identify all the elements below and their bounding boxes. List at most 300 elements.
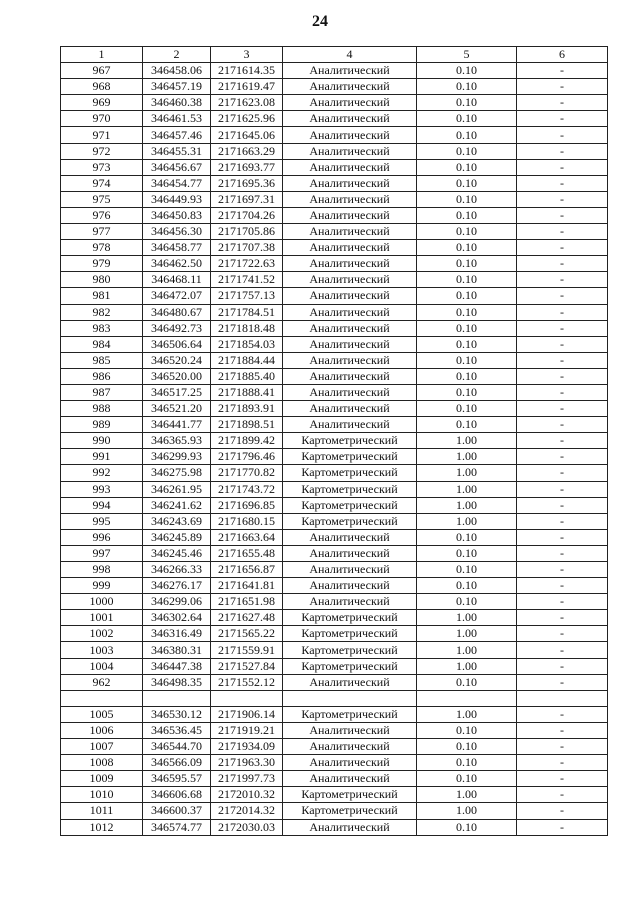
table-cell: Картометрический: [283, 449, 417, 465]
table-cell: Аналитический: [283, 529, 417, 545]
table-row: [61, 143, 608, 159]
table-cell: Аналитический: [283, 207, 417, 223]
table-cell: 1012: [61, 819, 143, 835]
table-cell: 346595.57: [143, 771, 211, 787]
table-cell: 1003: [61, 642, 143, 658]
table-row: [61, 336, 608, 352]
table-row: [61, 465, 608, 481]
table-cell: 977: [61, 224, 143, 240]
table-cell: -: [517, 674, 608, 690]
table-cell: -: [517, 175, 608, 191]
table-cell: 2171963.30: [211, 755, 283, 771]
table-cell: 0.10: [417, 175, 517, 191]
table-cell: -: [517, 771, 608, 787]
page-number: 24: [312, 13, 328, 30]
table-cell: 346521.20: [143, 401, 211, 417]
table-cell: 1002: [61, 626, 143, 642]
table-cell: -: [517, 481, 608, 497]
table-cell: 993: [61, 481, 143, 497]
table-row: [61, 304, 608, 320]
table-cell: -: [517, 384, 608, 400]
table-cell: 2171707.38: [211, 240, 283, 256]
table-cell: 968: [61, 79, 143, 95]
table-cell: 982: [61, 304, 143, 320]
table-cell: 2171796.46: [211, 449, 283, 465]
table-cell: 346276.17: [143, 578, 211, 594]
table-cell: -: [517, 159, 608, 175]
table-row: [61, 481, 608, 497]
table-cell: 2171614.35: [211, 63, 283, 79]
table-row: [61, 127, 608, 143]
table-cell: 991: [61, 449, 143, 465]
table-cell: 1005: [61, 706, 143, 722]
table-cell: Аналитический: [283, 63, 417, 79]
table-cell: -: [517, 803, 608, 819]
table-cell: 0.10: [417, 95, 517, 111]
table-cell: 346520.24: [143, 352, 211, 368]
column-header: 4: [283, 47, 417, 63]
table-cell: 981: [61, 288, 143, 304]
table-cell: 346441.77: [143, 417, 211, 433]
table-cell: 0.10: [417, 288, 517, 304]
table-cell: -: [517, 706, 608, 722]
table-cell: 2171619.47: [211, 79, 283, 95]
table-cell: Аналитический: [283, 127, 417, 143]
table-row: [61, 288, 608, 304]
table-cell: 978: [61, 240, 143, 256]
table-cell: 2171885.40: [211, 368, 283, 384]
table-row: [61, 658, 608, 674]
table-cell: 346492.73: [143, 320, 211, 336]
table-row: [61, 578, 608, 594]
table-cell: 1.00: [417, 803, 517, 819]
table-cell: -: [517, 352, 608, 368]
table-cell: 346241.62: [143, 497, 211, 513]
table-row: [61, 819, 608, 835]
table-cell: Аналитический: [283, 545, 417, 561]
table-cell: -: [517, 497, 608, 513]
table-row: [61, 256, 608, 272]
table-cell: 2171741.52: [211, 272, 283, 288]
table-cell: Аналитический: [283, 401, 417, 417]
table-cell: 976: [61, 207, 143, 223]
table-row: [61, 352, 608, 368]
table-cell: 346472.07: [143, 288, 211, 304]
table-cell: 346299.06: [143, 594, 211, 610]
table-cell: 2171906.14: [211, 706, 283, 722]
table-cell: -: [517, 143, 608, 159]
table-cell: 346456.30: [143, 224, 211, 240]
table-cell: 0.10: [417, 739, 517, 755]
table-cell: 2171899.42: [211, 433, 283, 449]
table-cell: Аналитический: [283, 739, 417, 755]
table-cell: -: [517, 111, 608, 127]
table-row: [61, 384, 608, 400]
table-row: [61, 642, 608, 658]
table-cell: Аналитический: [283, 191, 417, 207]
table-cell: Аналитический: [283, 175, 417, 191]
table-cell: 2171627.48: [211, 610, 283, 626]
table-cell: Картометрический: [283, 706, 417, 722]
table-cell: 0.10: [417, 191, 517, 207]
table-cell: 0.10: [417, 368, 517, 384]
table-cell: Картометрический: [283, 626, 417, 642]
table-cell: 346380.31: [143, 642, 211, 658]
table-cell: -: [517, 626, 608, 642]
table-cell: 995: [61, 513, 143, 529]
table-cell: Аналитический: [283, 417, 417, 433]
table-cell: -: [517, 433, 608, 449]
table-cell: 2171693.77: [211, 159, 283, 175]
table-cell: Аналитический: [283, 562, 417, 578]
table-cell: 0.10: [417, 111, 517, 127]
table-cell: 346261.95: [143, 481, 211, 497]
table-cell: 346506.64: [143, 336, 211, 352]
table-cell: 998: [61, 562, 143, 578]
table-cell: -: [517, 594, 608, 610]
table-cell: 994: [61, 497, 143, 513]
column-header: 1: [61, 47, 143, 63]
table-cell: Аналитический: [283, 320, 417, 336]
table-cell: 1001: [61, 610, 143, 626]
table-cell: Аналитический: [283, 159, 417, 175]
table-cell: 0.10: [417, 256, 517, 272]
table-cell: 985: [61, 352, 143, 368]
table-cell: -: [517, 224, 608, 240]
table-cell: [61, 690, 143, 706]
table-cell: -: [517, 401, 608, 417]
table-cell: 2171663.29: [211, 143, 283, 159]
coordinates-table: [60, 46, 608, 836]
table-row: [61, 79, 608, 95]
table-cell: 2171697.31: [211, 191, 283, 207]
table-cell: Аналитический: [283, 288, 417, 304]
table-cell: -: [517, 127, 608, 143]
table-cell: 2171888.41: [211, 384, 283, 400]
table-cell: 983: [61, 320, 143, 336]
table-cell: 973: [61, 159, 143, 175]
table-cell: 346498.35: [143, 674, 211, 690]
table-cell: -: [517, 610, 608, 626]
table-cell: Аналитический: [283, 352, 417, 368]
table-cell: 0.10: [417, 384, 517, 400]
table-row: [61, 594, 608, 610]
table-cell: 0.10: [417, 674, 517, 690]
table-cell: 0.10: [417, 320, 517, 336]
table-cell: 1.00: [417, 610, 517, 626]
table-cell: [517, 690, 608, 706]
table-cell: 2171623.08: [211, 95, 283, 111]
table-cell: 986: [61, 368, 143, 384]
table-cell: [283, 690, 417, 706]
table-cell: 0.10: [417, 127, 517, 143]
table-cell: 2172030.03: [211, 819, 283, 835]
table-cell: 346449.93: [143, 191, 211, 207]
table-row: [61, 433, 608, 449]
table-cell: 346299.93: [143, 449, 211, 465]
table-row: [61, 755, 608, 771]
table-cell: 346457.46: [143, 127, 211, 143]
table-cell: 0.10: [417, 545, 517, 561]
table-cell: 346517.25: [143, 384, 211, 400]
table-cell: 1.00: [417, 433, 517, 449]
table-cell: Аналитический: [283, 755, 417, 771]
table-row: [61, 159, 608, 175]
table-cell: 346450.83: [143, 207, 211, 223]
table-cell: Картометрический: [283, 610, 417, 626]
table-row: [61, 497, 608, 513]
table-cell: -: [517, 288, 608, 304]
table-cell: 2171695.36: [211, 175, 283, 191]
table-cell: 346454.77: [143, 175, 211, 191]
table-row: [61, 610, 608, 626]
table-row: [61, 722, 608, 738]
table-cell: Аналитический: [283, 240, 417, 256]
table-cell: -: [517, 304, 608, 320]
table-cell: 0.10: [417, 594, 517, 610]
table-cell: 346544.70: [143, 739, 211, 755]
table-cell: 2171641.81: [211, 578, 283, 594]
table-cell: 2171704.26: [211, 207, 283, 223]
table-row: [61, 449, 608, 465]
table-cell: 990: [61, 433, 143, 449]
table-cell: 1009: [61, 771, 143, 787]
table-cell: [143, 690, 211, 706]
table-cell: 2171818.48: [211, 320, 283, 336]
table-header-row: [61, 47, 608, 63]
table-cell: -: [517, 819, 608, 835]
table-cell: Аналитический: [283, 336, 417, 352]
table-row: [61, 272, 608, 288]
table-cell: 346460.38: [143, 95, 211, 111]
table-row: [61, 175, 608, 191]
table-cell: 2171552.12: [211, 674, 283, 690]
table-cell: 0.10: [417, 272, 517, 288]
table-row: [61, 191, 608, 207]
table-cell: [211, 690, 283, 706]
table-cell: Аналитический: [283, 578, 417, 594]
table-cell: 0.10: [417, 159, 517, 175]
table-cell: -: [517, 240, 608, 256]
table-cell: 346574.77: [143, 819, 211, 835]
table-cell: 2171705.86: [211, 224, 283, 240]
table-cell: 971: [61, 127, 143, 143]
table-cell: 346462.50: [143, 256, 211, 272]
table-cell: 346566.09: [143, 755, 211, 771]
table-cell: Аналитический: [283, 111, 417, 127]
table-cell: 2171655.48: [211, 545, 283, 561]
table-cell: 346606.68: [143, 787, 211, 803]
table-row: [61, 626, 608, 642]
table-cell: 2171997.73: [211, 771, 283, 787]
table-cell: 972: [61, 143, 143, 159]
table-cell: 346243.69: [143, 513, 211, 529]
table-cell: -: [517, 465, 608, 481]
table-cell: -: [517, 513, 608, 529]
table-cell: 346458.77: [143, 240, 211, 256]
table-cell: Аналитический: [283, 674, 417, 690]
table-row: [61, 320, 608, 336]
table-row: [61, 417, 608, 433]
table-cell: 1.00: [417, 465, 517, 481]
table-cell: 1.00: [417, 706, 517, 722]
table-cell: 2171625.96: [211, 111, 283, 127]
table-cell: 1011: [61, 803, 143, 819]
table-cell: 0.10: [417, 336, 517, 352]
table-row: [61, 240, 608, 256]
table-cell: 346266.33: [143, 562, 211, 578]
table-cell: 346455.31: [143, 143, 211, 159]
table-cell: Аналитический: [283, 272, 417, 288]
table-cell: 346520.00: [143, 368, 211, 384]
table-cell: Аналитический: [283, 224, 417, 240]
table-cell: 2171898.51: [211, 417, 283, 433]
table-cell: -: [517, 368, 608, 384]
table-cell: 0.10: [417, 401, 517, 417]
table-cell: Картометрический: [283, 658, 417, 674]
table-row: [61, 771, 608, 787]
table-cell: 1010: [61, 787, 143, 803]
table-cell: 2171559.91: [211, 642, 283, 658]
table-row: [61, 562, 608, 578]
table-cell: 2171893.91: [211, 401, 283, 417]
table-cell: 975: [61, 191, 143, 207]
table-cell: 2171663.64: [211, 529, 283, 545]
table-cell: -: [517, 739, 608, 755]
table-cell: -: [517, 529, 608, 545]
table-cell: Картометрический: [283, 513, 417, 529]
table-cell: 989: [61, 417, 143, 433]
table-cell: 1.00: [417, 513, 517, 529]
table-cell: 992: [61, 465, 143, 481]
table-cell: 346447.38: [143, 658, 211, 674]
table-cell: -: [517, 272, 608, 288]
table-cell: Аналитический: [283, 368, 417, 384]
table-cell: 1007: [61, 739, 143, 755]
table-cell: Аналитический: [283, 95, 417, 111]
table-cell: Картометрический: [283, 497, 417, 513]
table-cell: 0.10: [417, 755, 517, 771]
table-cell: 999: [61, 578, 143, 594]
table-cell: 2171884.44: [211, 352, 283, 368]
table-row: [61, 513, 608, 529]
table-cell: -: [517, 79, 608, 95]
table-row: [61, 368, 608, 384]
table-cell: 984: [61, 336, 143, 352]
table-cell: 1006: [61, 722, 143, 738]
table-cell: -: [517, 658, 608, 674]
table-cell: 346536.45: [143, 722, 211, 738]
table-row: [61, 401, 608, 417]
table-cell: 0.10: [417, 304, 517, 320]
table-cell: Картометрический: [283, 481, 417, 497]
table-cell: 0.10: [417, 819, 517, 835]
table-cell: 1.00: [417, 658, 517, 674]
table-cell: Аналитический: [283, 594, 417, 610]
table-cell: [417, 690, 517, 706]
table-cell: -: [517, 320, 608, 336]
table-cell: 974: [61, 175, 143, 191]
table-cell: 970: [61, 111, 143, 127]
table-cell: 346458.06: [143, 63, 211, 79]
table-cell: 346461.53: [143, 111, 211, 127]
table-row: [61, 706, 608, 722]
table-cell: 0.10: [417, 771, 517, 787]
table-row: [61, 207, 608, 223]
table-cell: 0.10: [417, 207, 517, 223]
table-cell: 1.00: [417, 481, 517, 497]
table-cell: -: [517, 256, 608, 272]
table-cell: -: [517, 449, 608, 465]
table-cell: 1.00: [417, 626, 517, 642]
table-cell: -: [517, 578, 608, 594]
table-cell: 346245.89: [143, 529, 211, 545]
table-cell: 0.10: [417, 224, 517, 240]
table-cell: 2171854.03: [211, 336, 283, 352]
table-cell: 346530.12: [143, 706, 211, 722]
table-cell: 0.10: [417, 562, 517, 578]
table-cell: 979: [61, 256, 143, 272]
table-cell: 346480.67: [143, 304, 211, 320]
table-row: [61, 95, 608, 111]
table-cell: -: [517, 642, 608, 658]
table-cell: 2171757.13: [211, 288, 283, 304]
table-cell: 1004: [61, 658, 143, 674]
table-cell: 0.10: [417, 79, 517, 95]
table-cell: 2171696.85: [211, 497, 283, 513]
table-cell: -: [517, 95, 608, 111]
table-row: [61, 674, 608, 690]
table-cell: 1.00: [417, 449, 517, 465]
table-cell: 2171645.06: [211, 127, 283, 143]
table-cell: -: [517, 755, 608, 771]
table-cell: 346275.98: [143, 465, 211, 481]
table-cell: Картометрический: [283, 803, 417, 819]
table-cell: 987: [61, 384, 143, 400]
table-row: [61, 224, 608, 240]
table-cell: 988: [61, 401, 143, 417]
table-cell: 0.10: [417, 578, 517, 594]
table-cell: 2171784.51: [211, 304, 283, 320]
table-cell: 2171770.82: [211, 465, 283, 481]
table-cell: 980: [61, 272, 143, 288]
table-cell: 1008: [61, 755, 143, 771]
table-cell: Аналитический: [283, 256, 417, 272]
table-cell: Аналитический: [283, 384, 417, 400]
table-cell: 2172014.32: [211, 803, 283, 819]
table-cell: 2171919.21: [211, 722, 283, 738]
table-cell: 0.10: [417, 529, 517, 545]
table-cell: Картометрический: [283, 642, 417, 658]
table-cell: 0.10: [417, 240, 517, 256]
table-row: [61, 529, 608, 545]
column-header: 3: [211, 47, 283, 63]
table-cell: 0.10: [417, 352, 517, 368]
table-cell: 346365.93: [143, 433, 211, 449]
table-cell: Аналитический: [283, 771, 417, 787]
table-cell: Картометрический: [283, 465, 417, 481]
table-cell: 962: [61, 674, 143, 690]
table-cell: 346457.19: [143, 79, 211, 95]
table-cell: Картометрический: [283, 787, 417, 803]
table-cell: Аналитический: [283, 819, 417, 835]
table-cell: Аналитический: [283, 722, 417, 738]
table-cell: Аналитический: [283, 143, 417, 159]
table-cell: 346600.37: [143, 803, 211, 819]
column-header: 6: [517, 47, 608, 63]
table-cell: 996: [61, 529, 143, 545]
table-cell: Аналитический: [283, 79, 417, 95]
